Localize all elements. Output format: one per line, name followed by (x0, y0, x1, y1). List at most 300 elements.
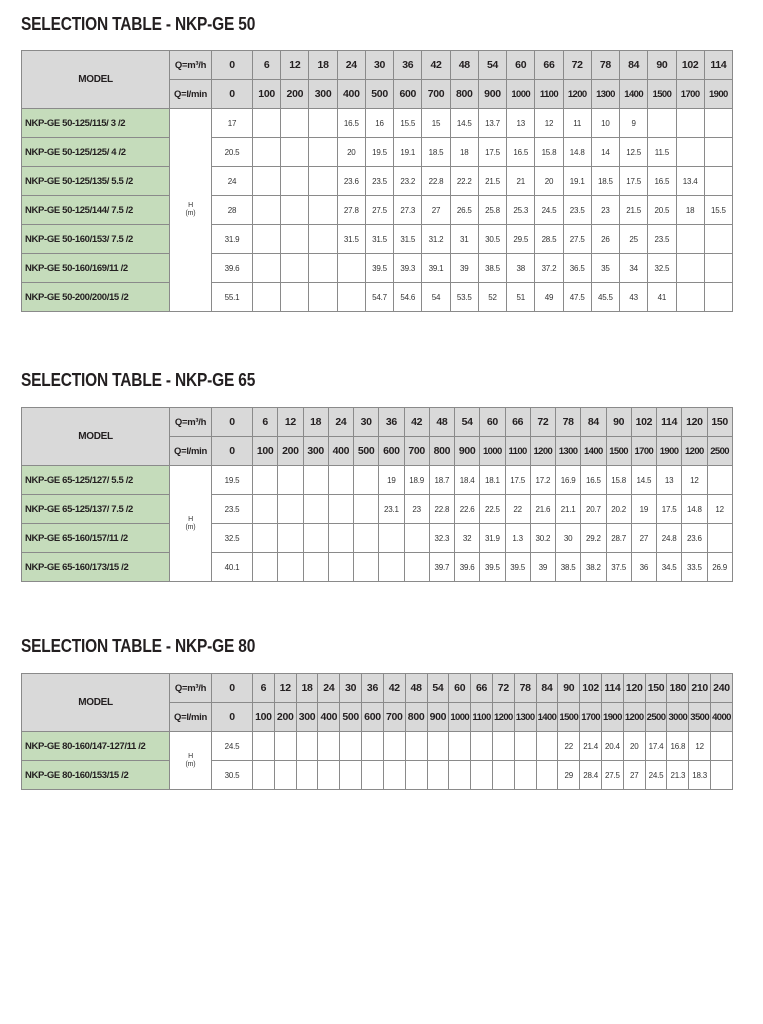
head-value-cell: 15.5 (394, 109, 422, 138)
table-row (22, 495, 733, 524)
head-value-cell (704, 225, 732, 254)
head-value-cell: 18.3 (689, 761, 711, 790)
head-value-cell: 32.3 (429, 524, 454, 553)
head-value-cell: 23.5 (365, 167, 393, 196)
flow-lmin-cell: 100 (253, 703, 275, 732)
head-value-cell: 31 (450, 225, 478, 254)
flow-lmin-cell: 1500 (558, 703, 580, 732)
flow-lmin-cell: 500 (340, 703, 362, 732)
head-value-cell: 37.2 (535, 254, 563, 283)
head-value-cell (704, 109, 732, 138)
head-value-cell (337, 254, 365, 283)
table-row (22, 225, 733, 254)
flow-m3h-cell: 0 (212, 51, 253, 80)
head-value-cell: 20.5 (648, 196, 676, 225)
head-value-cell: 54.6 (394, 283, 422, 312)
head-value-cell: 47.5 (563, 283, 591, 312)
flow-m3h-cell: 90 (606, 408, 631, 437)
flow-m3h-cell: 60 (449, 674, 471, 703)
head-value-cell (383, 732, 405, 761)
head-value-cell: 39.7 (429, 553, 454, 582)
head-value-cell (704, 283, 732, 312)
head-value-cell: 19.5 (365, 138, 393, 167)
model-name: NKP-GE 65-125/137/ 7.5 /2 (22, 495, 170, 524)
head-value-cell: 32 (455, 524, 480, 553)
head-value-cell: 22.6 (455, 495, 480, 524)
head-value-cell: 27.5 (365, 196, 393, 225)
flow-m3h-cell: 120 (623, 674, 645, 703)
head-value-cell: 30.5 (478, 225, 506, 254)
head-value-cell: 13 (657, 466, 682, 495)
head-value-cell (427, 732, 449, 761)
head-value-cell: 11.5 (648, 138, 676, 167)
flow-m3h-cell: 78 (591, 51, 619, 80)
head-value-cell (253, 553, 278, 582)
head-value-cell: 38 (507, 254, 535, 283)
flow-m3h-cell: 84 (620, 51, 648, 80)
flow-m3h-cell: 66 (505, 408, 530, 437)
flow-m3h-cell: 114 (657, 408, 682, 437)
flow-m3h-cell: 12 (278, 408, 303, 437)
flow-lmin-cell: 800 (429, 437, 454, 466)
flow-m3h-cell: 24 (328, 408, 353, 437)
head-value-cell (253, 167, 281, 196)
flow-m3h-cell: 90 (558, 674, 580, 703)
head-value-cell: 36.5 (563, 254, 591, 283)
head-value-cell: 18.5 (591, 167, 619, 196)
flow-lmin-cell: 600 (362, 703, 384, 732)
head-value-cell: 20.7 (581, 495, 606, 524)
head-value-cell (704, 254, 732, 283)
head-value-cell: 16.8 (667, 732, 689, 761)
head-value-cell (427, 761, 449, 790)
flow-m3h-cell: 24 (318, 674, 340, 703)
head-value-cell (354, 495, 379, 524)
flow-lmin-cell: 1200 (492, 703, 514, 732)
flow-lmin-cell: 1100 (471, 703, 493, 732)
selection-table-section-65 (21, 368, 732, 582)
flow-lmin-cell: 0 (212, 703, 253, 732)
table-row (22, 553, 733, 582)
flow-lmin-cell: 1000 (507, 80, 535, 109)
head-value-cell (278, 495, 303, 524)
head-value-cell: 18.1 (480, 466, 505, 495)
flow-m3h-cell: 36 (379, 408, 404, 437)
head-value-cell: 27.3 (394, 196, 422, 225)
flow-m3h-cell: 36 (394, 51, 422, 80)
head-value-cell: 27 (631, 524, 656, 553)
head-label: H (188, 752, 193, 760)
head-value-cell (711, 761, 733, 790)
flow-m3h-cell: 30 (354, 408, 379, 437)
head-value-cell: 32.5 (648, 254, 676, 283)
flow-lmin-cell: 300 (309, 80, 337, 109)
head-value-cell: 23.6 (682, 524, 707, 553)
head-value-cell: 39.6 (455, 553, 480, 582)
header-row-m3h (22, 674, 733, 703)
head-value-cell (676, 138, 704, 167)
head-value-cell: 27.8 (337, 196, 365, 225)
head-value-cell: 28.4 (580, 761, 602, 790)
flow-lmin-cell: 1900 (602, 703, 624, 732)
head-value-cell (449, 761, 471, 790)
flow-m3h-cell: 18 (296, 674, 318, 703)
flow-lmin-cell: 3500 (689, 703, 711, 732)
flow-lmin-cell: 1500 (648, 80, 676, 109)
flow-lmin-cell: 300 (296, 703, 318, 732)
head-value-cell (253, 254, 281, 283)
head-value-cell: 22.5 (480, 495, 505, 524)
head-value-cell: 22 (558, 732, 580, 761)
flow-lmin-cell: 400 (318, 703, 340, 732)
head-value-cell: 18 (450, 138, 478, 167)
head-value-cell: 23.2 (394, 167, 422, 196)
head-value-cell (704, 138, 732, 167)
flow-lmin-cell: 3000 (667, 703, 689, 732)
head-value-cell: 39.5 (480, 553, 505, 582)
flow-lmin-cell: 700 (404, 437, 429, 466)
head-value-cell: 39 (450, 254, 478, 283)
head-value-cell (405, 732, 427, 761)
flow-lmin-cell: 1900 (704, 80, 732, 109)
head-value-cell: 15 (422, 109, 450, 138)
head-value-cell: 20.4 (602, 732, 624, 761)
flow-m3h-cell: 60 (507, 51, 535, 80)
head-value-cell: 14.5 (450, 109, 478, 138)
head-value-cell: 19 (631, 495, 656, 524)
model-name: NKP-GE 50-160/169/11 /2 (22, 254, 170, 283)
head-value-cell (379, 524, 404, 553)
flow-lmin-cell: 400 (337, 80, 365, 109)
head-value-cell: 31.2 (422, 225, 450, 254)
flow-m3h-cell: 6 (253, 51, 281, 80)
table-row (22, 732, 733, 761)
head-value-cell: 12 (535, 109, 563, 138)
head-value-cell: 23.5 (563, 196, 591, 225)
selection-table (21, 50, 733, 312)
head-value-cell: 27.5 (602, 761, 624, 790)
flow-m3h-cell: 66 (471, 674, 493, 703)
flow-lmin-cell: 2500 (645, 703, 667, 732)
flow-lmin-cell: 600 (379, 437, 404, 466)
head-value-cell (514, 761, 536, 790)
head-value-cell (318, 732, 340, 761)
head-value-cell (404, 524, 429, 553)
flow-m3h-cell: 54 (455, 408, 480, 437)
flow-lmin-cell: 1700 (676, 80, 704, 109)
head-value-cell: 35 (591, 254, 619, 283)
selection-table (21, 407, 733, 582)
head-value-cell: 28.5 (535, 225, 563, 254)
head-unit: (m) (185, 523, 196, 531)
head-value-cell (328, 466, 353, 495)
flow-lmin-cell: 1400 (536, 703, 558, 732)
head-value-cell (340, 732, 362, 761)
head-value-cell: 14.8 (682, 495, 707, 524)
model-header: MODEL (22, 51, 170, 109)
head-value-cell: 27.5 (563, 225, 591, 254)
head-value-cell: 21 (507, 167, 535, 196)
head-value-cell: 34.5 (657, 553, 682, 582)
head-value-cell (309, 167, 337, 196)
flow-m3h-cell: 150 (707, 408, 732, 437)
selection-table-section-80 (21, 634, 732, 790)
flow-m3h-cell: 48 (429, 408, 454, 437)
head-value-cell: 39.3 (394, 254, 422, 283)
head-value-cell: 45.5 (591, 283, 619, 312)
head-value-cell: 23.6 (337, 167, 365, 196)
head-value-cell: 12 (707, 495, 732, 524)
head-value-cell (704, 167, 732, 196)
head-value-cell: 39 (530, 553, 555, 582)
flow-unit-lmin: Q=l/min (170, 703, 212, 732)
head-value-cell: 55.1 (212, 283, 253, 312)
flow-m3h-cell: 30 (340, 674, 362, 703)
head-value-cell (354, 524, 379, 553)
model-name: NKP-GE 65-160/173/15 /2 (22, 553, 170, 582)
head-value-cell (707, 466, 732, 495)
head-value-cell: 29 (558, 761, 580, 790)
flow-lmin-cell: 4000 (711, 703, 733, 732)
head-value-cell: 18.7 (429, 466, 454, 495)
head-value-cell: 10 (591, 109, 619, 138)
flow-lmin-cell: 400 (328, 437, 353, 466)
head-value-cell: 26.5 (450, 196, 478, 225)
head-value-cell: 17.5 (657, 495, 682, 524)
head-value-cell: 12.5 (620, 138, 648, 167)
head-value-cell (253, 732, 275, 761)
head-value-cell: 30.2 (530, 524, 555, 553)
table-row (22, 524, 733, 553)
head-value-cell (340, 761, 362, 790)
flow-m3h-cell: 42 (404, 408, 429, 437)
head-label: H (188, 515, 193, 523)
head-value-cell (253, 495, 278, 524)
table-row (22, 167, 733, 196)
head-value-cell: 33.5 (682, 553, 707, 582)
head-value-cell: 20 (535, 167, 563, 196)
head-value-cell: 15.8 (606, 466, 631, 495)
head-value-cell: 14.5 (631, 466, 656, 495)
head-value-cell: 52 (478, 283, 506, 312)
flow-m3h-cell: 0 (212, 408, 253, 437)
flow-m3h-cell: 102 (580, 674, 602, 703)
model-name: NKP-GE 80-160/153/15 /2 (22, 761, 170, 790)
head-value-cell (492, 761, 514, 790)
head-value-cell: 39.5 (505, 553, 530, 582)
model-name: NKP-GE 50-125/125/ 4 /2 (22, 138, 170, 167)
flow-m3h-cell: 72 (492, 674, 514, 703)
head-value-cell: 17.2 (530, 466, 555, 495)
head-value-cell: 29.5 (507, 225, 535, 254)
flow-lmin-cell: 100 (253, 437, 278, 466)
flow-lmin-cell: 100 (253, 80, 281, 109)
flow-unit-m3h: Q=m³/h (170, 51, 212, 80)
head-value-cell (253, 283, 281, 312)
head-value-cell: 17.5 (505, 466, 530, 495)
table-row (22, 283, 733, 312)
flow-lmin-cell: 1500 (606, 437, 631, 466)
head-value-cell: 9 (620, 109, 648, 138)
flow-unit-m3h: Q=m³/h (170, 674, 212, 703)
head-value-cell: 16 (365, 109, 393, 138)
model-name: NKP-GE 50-125/144/ 7.5 /2 (22, 196, 170, 225)
flow-m3h-cell: 210 (689, 674, 711, 703)
head-value-cell: 14.8 (563, 138, 591, 167)
head-value-cell: 17.5 (478, 138, 506, 167)
head-value-cell (337, 283, 365, 312)
head-value-cell: 22.8 (422, 167, 450, 196)
flow-lmin-cell: 500 (365, 80, 393, 109)
flow-m3h-cell: 180 (667, 674, 689, 703)
flow-lmin-cell: 1200 (682, 437, 707, 466)
section-title: SELECTION TABLE - NKP-GE 80 (21, 636, 256, 656)
head-value-cell: 30.5 (212, 761, 253, 790)
head-value-cell: 19.1 (563, 167, 591, 196)
head-value-cell (281, 225, 309, 254)
flow-m3h-cell: 36 (362, 674, 384, 703)
flow-lmin-cell: 1400 (620, 80, 648, 109)
flow-m3h-cell: 120 (682, 408, 707, 437)
head-value-cell (676, 254, 704, 283)
flow-lmin-cell: 900 (455, 437, 480, 466)
head-value-cell: 25 (620, 225, 648, 254)
flow-lmin-cell: 1300 (556, 437, 581, 466)
flow-m3h-cell: 102 (676, 51, 704, 80)
model-header: MODEL (22, 408, 170, 466)
model-name: NKP-GE 50-125/135/ 5.5 /2 (22, 167, 170, 196)
model-name: NKP-GE 80-160/147-127/11 /2 (22, 732, 170, 761)
flow-m3h-cell: 48 (450, 51, 478, 80)
head-value-cell (278, 524, 303, 553)
head-value-cell (253, 761, 275, 790)
flow-lmin-cell: 200 (281, 80, 309, 109)
flow-lmin-cell: 1300 (591, 80, 619, 109)
head-value-cell: 28 (212, 196, 253, 225)
head-value-cell: 32.5 (212, 524, 253, 553)
flow-lmin-cell: 700 (422, 80, 450, 109)
head-value-cell: 21.5 (620, 196, 648, 225)
head-value-cell: 34 (620, 254, 648, 283)
head-value-cell: 38.2 (581, 553, 606, 582)
head-value-cell: 29.2 (581, 524, 606, 553)
head-value-cell (281, 196, 309, 225)
flow-m3h-cell: 30 (365, 51, 393, 80)
head-value-cell: 31.5 (337, 225, 365, 254)
head-value-cell (253, 466, 278, 495)
header-row-m3h (22, 51, 733, 80)
head-value-cell: 41 (648, 283, 676, 312)
head-label-cell (170, 466, 212, 582)
head-value-cell: 22.2 (450, 167, 478, 196)
model-name: NKP-GE 50-125/115/ 3 /2 (22, 109, 170, 138)
flow-lmin-cell: 1900 (657, 437, 682, 466)
head-value-cell (536, 761, 558, 790)
head-value-cell (281, 138, 309, 167)
head-value-cell (253, 109, 281, 138)
flow-m3h-cell: 42 (422, 51, 450, 80)
head-value-cell: 12 (689, 732, 711, 761)
head-value-cell (309, 225, 337, 254)
head-value-cell: 53.5 (450, 283, 478, 312)
flow-m3h-cell: 42 (383, 674, 405, 703)
flow-lmin-cell: 1200 (530, 437, 555, 466)
head-value-cell: 20.2 (606, 495, 631, 524)
head-value-cell: 13.7 (478, 109, 506, 138)
flow-lmin-cell: 0 (212, 80, 253, 109)
flow-lmin-cell: 1400 (581, 437, 606, 466)
head-value-cell: 43 (620, 283, 648, 312)
flow-m3h-cell: 54 (478, 51, 506, 80)
head-value-cell: 19 (379, 466, 404, 495)
head-value-cell: 13 (507, 109, 535, 138)
head-value-cell (281, 167, 309, 196)
header-row-m3h (22, 408, 733, 437)
head-value-cell (328, 495, 353, 524)
flow-lmin-cell: 300 (303, 437, 328, 466)
head-value-cell: 23.1 (379, 495, 404, 524)
head-unit: (m) (185, 210, 196, 217)
head-value-cell: 24.5 (212, 732, 253, 761)
head-value-cell (328, 553, 353, 582)
head-value-cell: 23.5 (648, 225, 676, 254)
head-value-cell: 19.5 (212, 466, 253, 495)
flow-lmin-cell: 600 (394, 80, 422, 109)
head-value-cell (281, 254, 309, 283)
flow-m3h-cell: 72 (530, 408, 555, 437)
head-value-cell: 17.4 (645, 732, 667, 761)
head-value-cell (404, 553, 429, 582)
head-value-cell: 23 (404, 495, 429, 524)
selection-table (21, 673, 733, 790)
head-value-cell (379, 553, 404, 582)
flow-m3h-cell: 240 (711, 674, 733, 703)
flow-m3h-cell: 84 (581, 408, 606, 437)
head-value-cell: 39.6 (212, 254, 253, 283)
head-value-cell: 18.9 (404, 466, 429, 495)
flow-m3h-cell: 78 (514, 674, 536, 703)
head-value-cell (303, 495, 328, 524)
head-value-cell: 23 (591, 196, 619, 225)
flow-unit-m3h: Q=m³/h (170, 408, 212, 437)
head-value-cell: 24 (212, 167, 253, 196)
head-value-cell (471, 761, 493, 790)
head-value-cell: 31.5 (365, 225, 393, 254)
flow-lmin-cell: 1200 (623, 703, 645, 732)
flow-m3h-cell: 66 (535, 51, 563, 80)
head-value-cell: 13.4 (676, 167, 704, 196)
section-title: SELECTION TABLE - NKP-GE 50 (21, 14, 256, 34)
head-value-cell (309, 109, 337, 138)
flow-m3h-cell: 12 (281, 51, 309, 80)
head-value-cell: 14 (591, 138, 619, 167)
head-value-cell (471, 732, 493, 761)
flow-lmin-cell: 1700 (580, 703, 602, 732)
section-title: SELECTION TABLE - NKP-GE 65 (21, 370, 256, 390)
head-value-cell: 16.5 (648, 167, 676, 196)
head-value-cell (303, 553, 328, 582)
head-value-cell: 51 (507, 283, 535, 312)
head-value-cell: 11 (563, 109, 591, 138)
head-value-cell (318, 761, 340, 790)
head-value-cell: 22 (505, 495, 530, 524)
flow-lmin-cell: 1100 (535, 80, 563, 109)
flow-m3h-cell: 114 (704, 51, 732, 80)
flow-lmin-cell: 800 (450, 80, 478, 109)
head-value-cell: 25.8 (478, 196, 506, 225)
head-value-cell (707, 524, 732, 553)
flow-m3h-cell: 6 (253, 674, 275, 703)
